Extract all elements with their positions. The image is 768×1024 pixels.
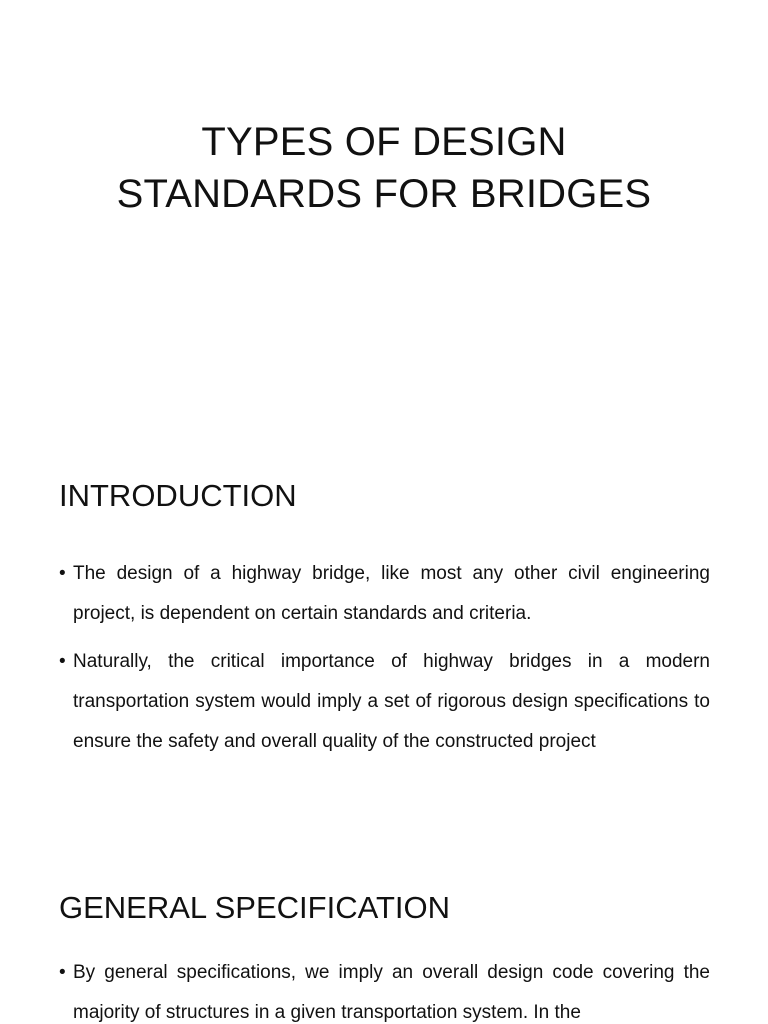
general-specification-bullet-list (59, 953, 710, 1024)
slide-title-line-1: TYPES OF DESIGN (201, 120, 567, 164)
bullet-icon: • (59, 651, 66, 672)
bullet-item (59, 642, 710, 762)
section-heading-introduction: INTRODUCTION (59, 478, 297, 513)
bullet-item (59, 554, 710, 634)
bullet-icon: • (59, 563, 66, 584)
introduction-bullet-list (59, 554, 710, 762)
bullet-icon: • (59, 962, 66, 983)
bullet-text: By general specifications, we imply an overall design code covering the majority of structures in a given transportation system. In the (73, 962, 710, 1023)
bullet-text: Naturally, the critical importance of highway bridges in a modern transportation system would imply a set of rigorous design specifications to ensure the safety and overall quality of the constructed project (73, 651, 710, 752)
bullet-item (59, 953, 710, 1024)
slide-title (0, 116, 768, 220)
section-heading-general-specification: GENERAL SPECIFICATION (59, 890, 451, 925)
slide-title-line-2: STANDARDS FOR BRIDGES (116, 172, 652, 216)
bullet-text: The design of a highway bridge, like most any other civil engineering project, is dependent on certain standards and criteria. (73, 563, 710, 624)
